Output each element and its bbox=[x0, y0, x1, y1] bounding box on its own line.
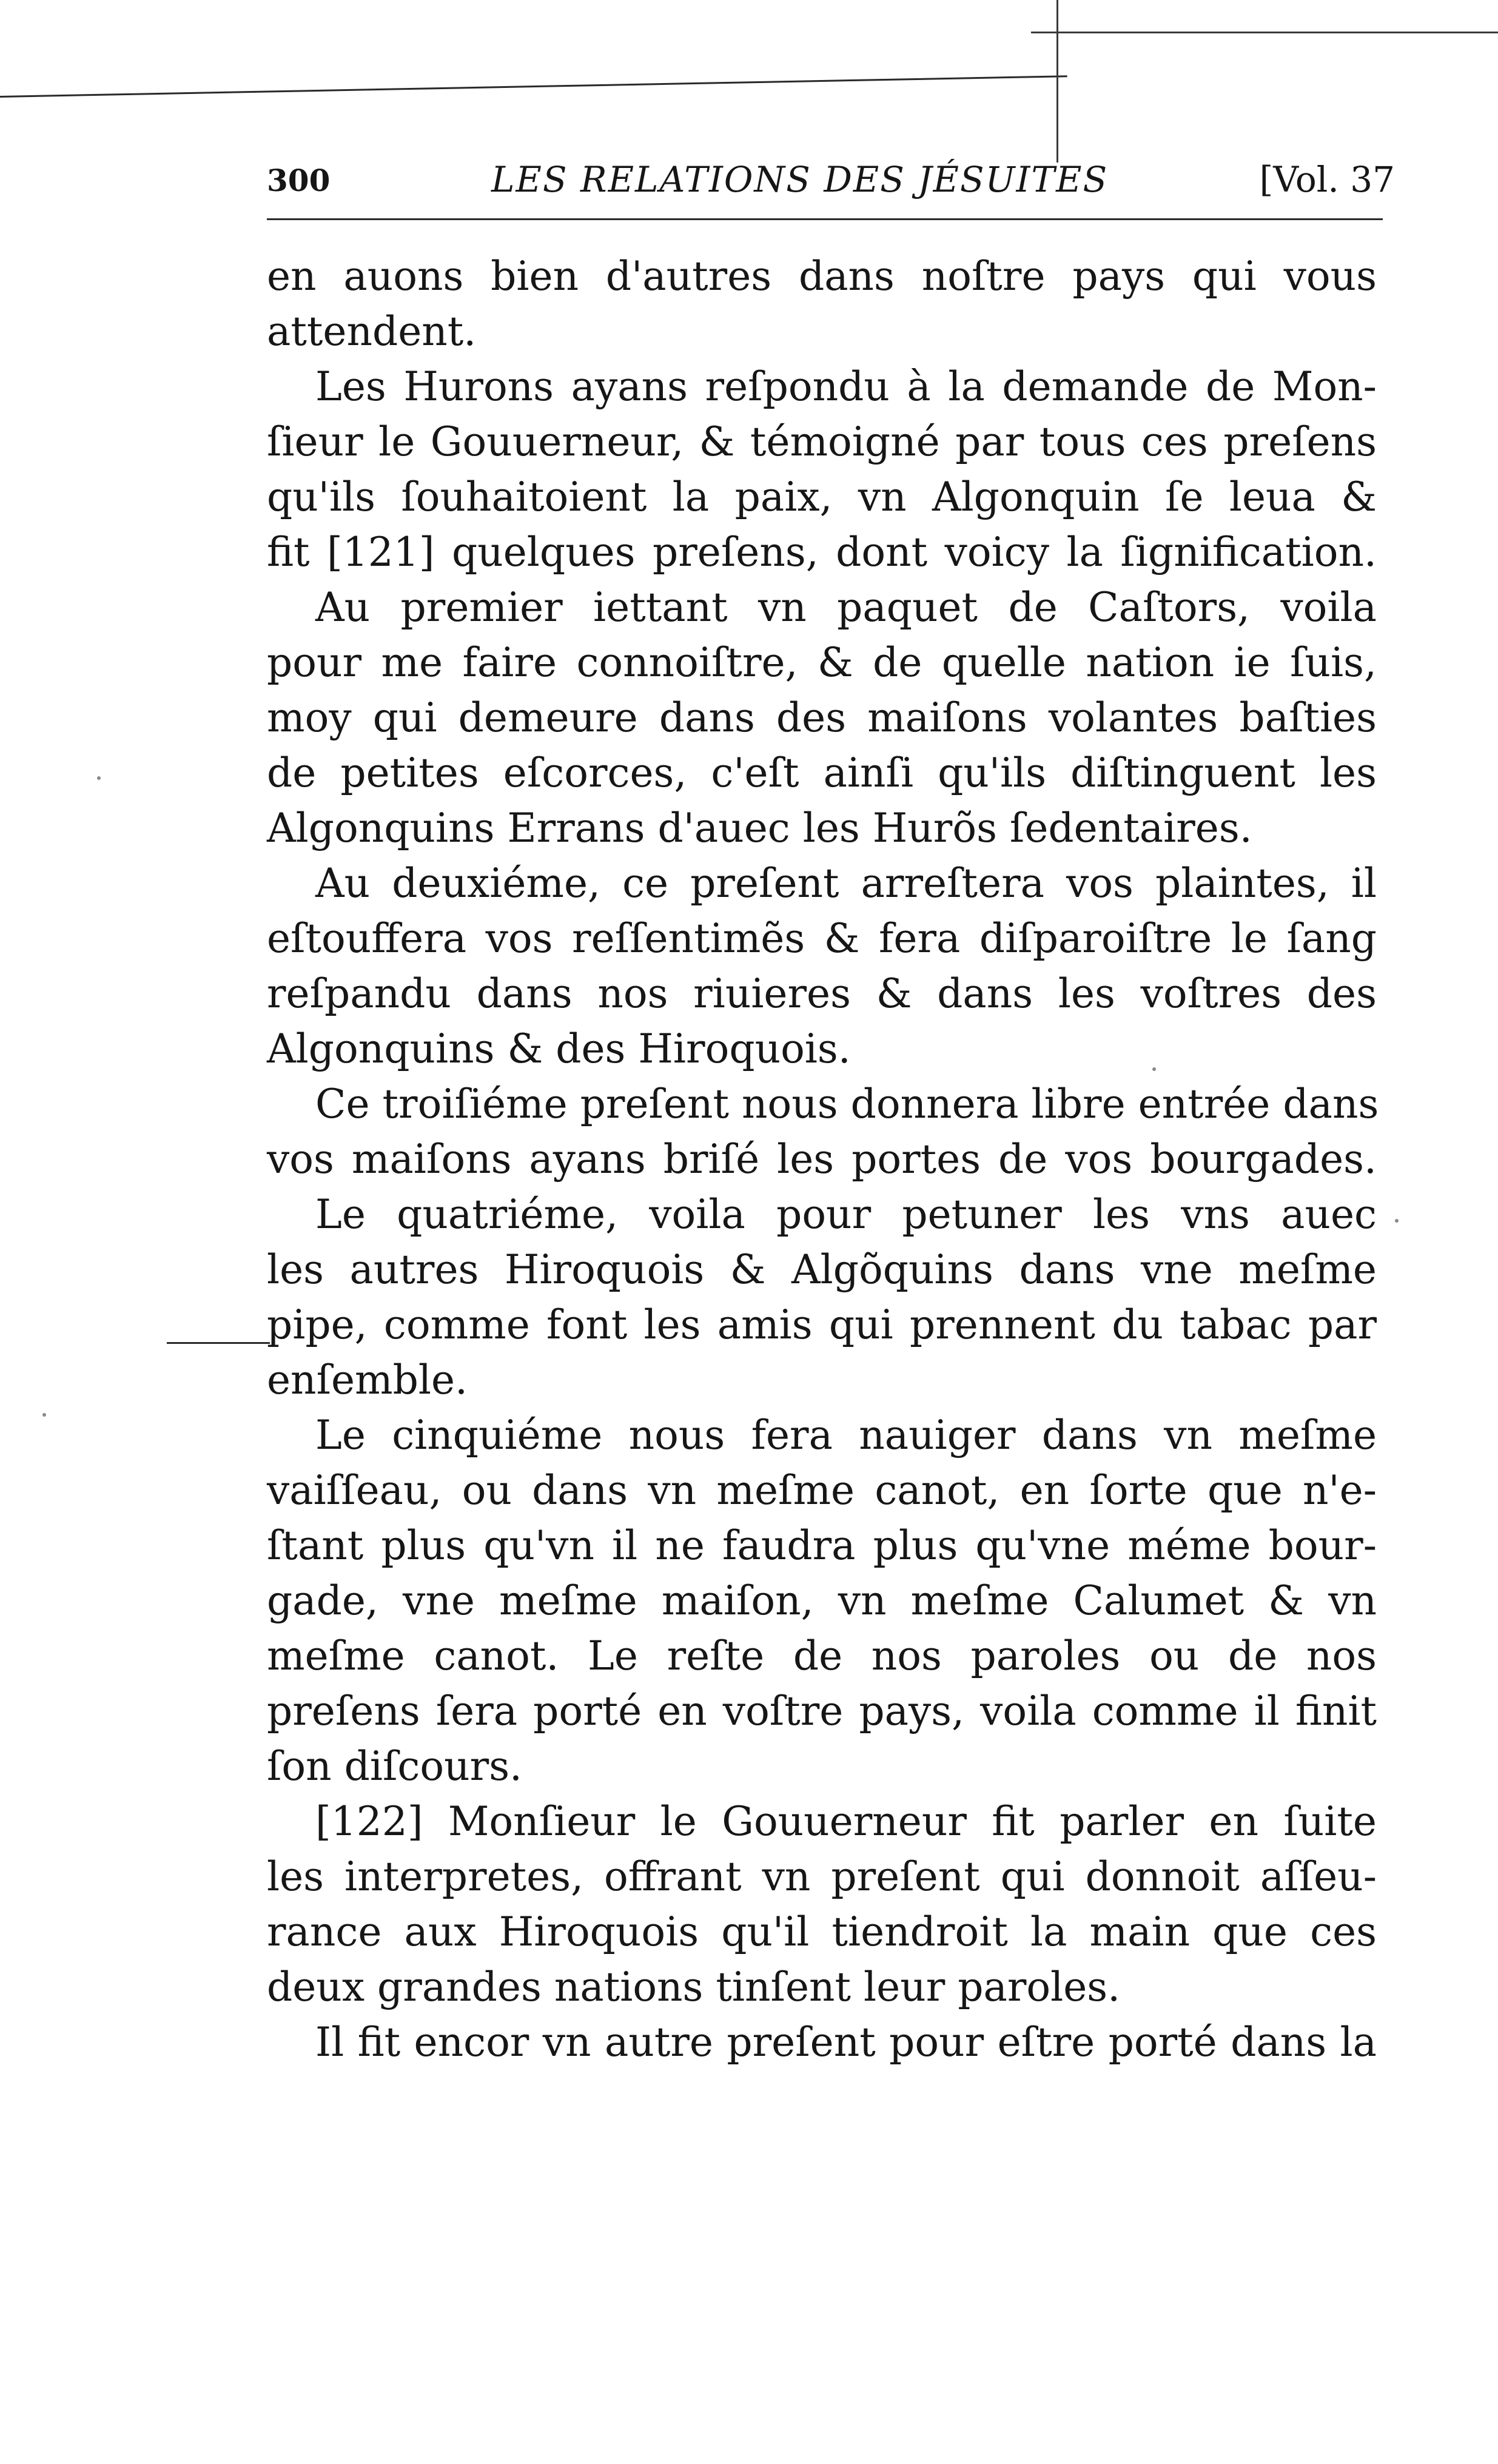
scan-speck bbox=[42, 1413, 46, 1417]
scan-edge-rule-right bbox=[1031, 32, 1498, 33]
text-line: les autres Hiroquois & Algõquins dans vne meſme bbox=[267, 1246, 1377, 1293]
text-line: pipe, comme font les amis qui prennent du tabac par bbox=[267, 1301, 1377, 1348]
text-line: preſens ſera porté en voſtre pays, voila comme il finit bbox=[267, 1688, 1377, 1734]
text-line: eſtouffera vos reſſentimẽs & fera diſparoiſtre le ſang bbox=[267, 915, 1377, 962]
header-rule bbox=[267, 218, 1383, 220]
body-text bbox=[267, 249, 1377, 2070]
text-line: Ce troiſiéme preſent nous donnera libre entrée dans bbox=[315, 1081, 1379, 1127]
text-line: vos maiſons ayans briſé les portes de vos bourgades. bbox=[267, 1136, 1377, 1183]
text-line: Au deuxiéme, ce preſent arreſtera vos plaintes, il bbox=[315, 860, 1377, 907]
page-number: 300 bbox=[267, 163, 331, 198]
text-line: meſme canot. Le reſte de nos paroles ou de nos bbox=[267, 1633, 1377, 1679]
text-line: Au premier iettant vn paquet de Caſtors, voila bbox=[315, 584, 1377, 631]
text-line: les interpretes, offrant vn preſent qui donnoit aſſeu- bbox=[267, 1853, 1377, 1900]
text-line: moy qui demeure dans des maiſons volantes baſties bbox=[267, 694, 1377, 741]
scan-speck bbox=[97, 776, 101, 780]
text-line: Algonquins Errans d'auec les Hurõs ſedentaires. bbox=[267, 805, 1252, 851]
text-line: Le cinquiéme nous fera nauiger dans vn meſme bbox=[315, 1412, 1377, 1459]
text-line: enſemble. bbox=[267, 1357, 468, 1403]
text-line: ſon diſcours. bbox=[267, 1743, 523, 1790]
text-line: [122] Monſieur le Gouuerneur fit parler en ſuite bbox=[315, 1798, 1377, 1845]
text-line: Algonquins & des Hiroquois. bbox=[267, 1026, 851, 1072]
page-fold-line bbox=[1056, 0, 1058, 163]
text-line: gade, vne meſme maiſon, vn meſme Calumet & vn bbox=[267, 1577, 1377, 1624]
text-line: ſtant plus qu'vn il ne faudra plus qu'vne méme bour- bbox=[267, 1522, 1377, 1569]
scan-speck bbox=[1395, 1219, 1399, 1223]
text-line: en auons bien d'autres dans noſtre pays qui vous bbox=[267, 253, 1377, 300]
text-line: Il fit encor vn autre preſent pour eſtre porté dans la bbox=[315, 2019, 1377, 2066]
text-line: rance aux Hiroquois qu'il tiendroit la main que ces bbox=[267, 1908, 1377, 1955]
text-line: fit [121] quelques preſens, dont voicy la ſignification. bbox=[267, 529, 1377, 576]
text-line: attendent. bbox=[267, 308, 477, 355]
scan-speck bbox=[1152, 1067, 1156, 1071]
scan-edge-rule bbox=[0, 75, 1067, 98]
running-head: LES RELATIONS DES JÉSUITES bbox=[491, 159, 1109, 200]
page-header bbox=[267, 159, 1395, 210]
text-line: Le quatriéme, voila pour petuner les vns auec bbox=[315, 1191, 1377, 1238]
text-line: pour me faire connoiſtre, & de quelle nation ie ſuis, bbox=[267, 639, 1377, 686]
text-line: de petites eſcorces, c'eſt ainſi qu'ils diſtinguent les bbox=[267, 750, 1377, 796]
text-line: qu'ils ſouhaitoient la paix, vn Algonquin ſe leua & bbox=[267, 474, 1377, 520]
text-line: reſpandu dans nos riuieres & dans les voſtres des bbox=[267, 970, 1377, 1017]
text-line: Les Hurons ayans reſpondu à la demande de Mon- bbox=[315, 363, 1377, 410]
text-line: vaiſſeau, ou dans vn meſme canot, en ſorte que n'e- bbox=[267, 1467, 1377, 1514]
text-line: ſieur le Gouuerneur, & témoigné par tous ces preſens bbox=[267, 418, 1377, 465]
volume-mark: [Vol. 37 bbox=[1259, 159, 1395, 200]
margin-mark bbox=[167, 1342, 270, 1344]
text-line: deux grandes nations tinſent leur paroles. bbox=[267, 1964, 1121, 2010]
